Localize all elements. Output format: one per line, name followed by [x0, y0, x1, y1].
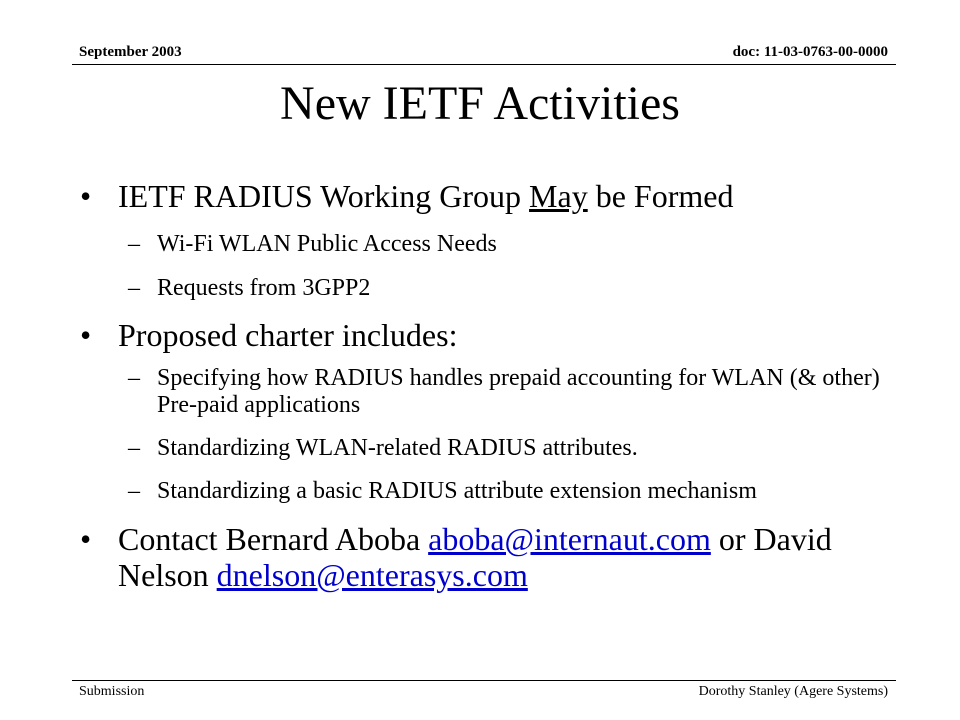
slide-body — [80, 178, 900, 593]
sub-bullet-3gpp2 — [80, 275, 900, 302]
dash-icon: – — [128, 275, 140, 301]
email-link-nelson[interactable]: dnelson@enterasys.com — [216, 557, 528, 593]
bullet-icon: • — [80, 317, 92, 353]
header-divider — [72, 64, 896, 65]
bullet-text-underlined: May — [529, 178, 588, 214]
email-link-aboba[interactable]: aboba@internaut.com — [428, 521, 711, 557]
dash-icon: – — [128, 365, 140, 391]
contact-middle: or David Nelson — [118, 521, 832, 593]
sub-bullet-extension-mechanism — [80, 478, 900, 505]
footer-submission: Submission — [79, 684, 145, 699]
bullet-icon: • — [80, 521, 92, 557]
bullet-text: Proposed charter includes: — [118, 317, 458, 353]
footer-author: Dorothy Stanley (Agere Systems) — [698, 684, 888, 699]
contact-prefix: Contact Bernard Aboba — [118, 521, 429, 557]
bullet-radius-working-group — [80, 178, 900, 214]
bullet-contact — [80, 521, 900, 593]
sub-bullet-text: Standardizing a basic RADIUS attribute extension mechanism — [157, 478, 757, 504]
header-doc-number: doc: 11-03-0763-00-0000 — [732, 44, 888, 60]
sub-bullet-prepaid-accounting — [80, 365, 900, 419]
dash-icon: – — [128, 231, 140, 257]
sub-bullet-wlan-attributes — [80, 435, 900, 462]
bullet-text-before: IETF RADIUS Working Group — [118, 178, 530, 214]
sub-bullet-text: Wi-Fi WLAN Public Access Needs — [157, 231, 497, 257]
slide-title: New IETF Activities — [280, 77, 680, 130]
sub-bullet-text: Standardizing WLAN-related RADIUS attributes. — [157, 435, 638, 461]
header-date: September 2003 — [79, 44, 182, 60]
bullet-proposed-charter — [80, 317, 900, 353]
sub-bullet-wifi-needs — [80, 231, 900, 258]
dash-icon: – — [128, 478, 140, 504]
bullet-icon: • — [80, 178, 92, 214]
sub-bullet-text: Requests from 3GPP2 — [157, 275, 371, 301]
footer-divider — [72, 680, 896, 681]
dash-icon: – — [128, 435, 140, 461]
bullet-text-after: be Formed — [587, 178, 734, 214]
sub-bullet-text: Specifying how RADIUS handles prepaid accounting for WLAN (& other) Pre-paid applications — [157, 365, 880, 418]
